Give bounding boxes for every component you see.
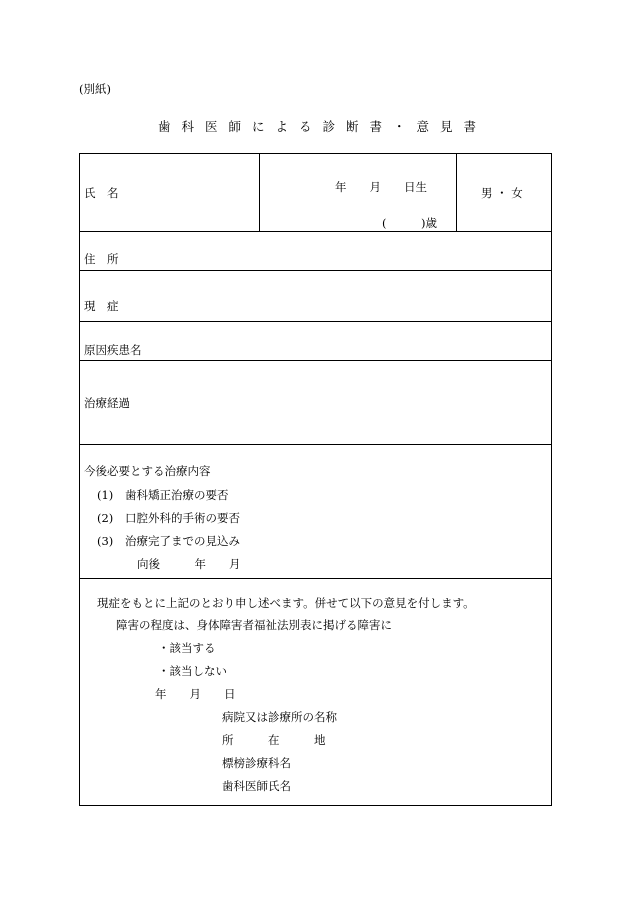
name-label: 氏 名 <box>84 186 119 200</box>
outlook-line: 向後 年 月 <box>137 557 241 571</box>
future-item-number: (3) <box>97 534 114 548</box>
form-table <box>79 153 552 806</box>
column-divider <box>259 153 260 231</box>
future-item-number: (2) <box>97 511 114 525</box>
age-line: ( )歳 <box>382 216 437 230</box>
document-title: 歯科医師による診断書・意見書 <box>158 119 488 134</box>
location-label: 所 在 地 <box>222 733 326 747</box>
clinic-name-label: 病院又は診療所の名称 <box>222 710 337 724</box>
cause-disease-label: 原因疾患名 <box>84 343 142 357</box>
dentist-name-label: 歯科医師氏名 <box>222 779 291 793</box>
row-divider <box>79 321 552 322</box>
future-item-text: 口腔外科的手術の要否 <box>125 511 240 525</box>
attachment-label: (別紙) <box>79 82 111 96</box>
disability-degree-line: 障害の程度は、身体障害者福祉法別表に掲げる障害に <box>116 618 392 632</box>
opinion-date: 年 月 日 <box>155 687 236 701</box>
symptom-label: 現 症 <box>84 299 119 313</box>
birth-date-line: 年 月 日生 <box>335 180 427 194</box>
future-treatment-label: 今後必要とする治療内容 <box>84 464 211 478</box>
row-divider <box>79 578 552 579</box>
row-divider <box>79 270 552 271</box>
future-item-text: 歯科矯正治療の要否 <box>125 488 229 502</box>
row-divider <box>79 360 552 361</box>
department-label: 標榜診療科名 <box>222 756 291 770</box>
address-label: 住 所 <box>84 252 119 266</box>
option-not-applicable: ・該当しない <box>158 664 227 678</box>
column-divider <box>456 153 457 231</box>
treatment-history-label: 治療経過 <box>84 396 130 410</box>
row-divider <box>79 231 552 232</box>
option-applicable: ・該当する <box>158 641 216 655</box>
future-item-text: 治療完了までの見込み <box>125 534 240 548</box>
opinion-statement: 現症をもとに上記のとおり申し述べます。併せて以下の意見を付します。 <box>97 596 475 610</box>
row-divider <box>79 444 552 445</box>
future-item-number: (1) <box>97 488 114 502</box>
sex-options: 男 ・ 女 <box>481 186 523 200</box>
